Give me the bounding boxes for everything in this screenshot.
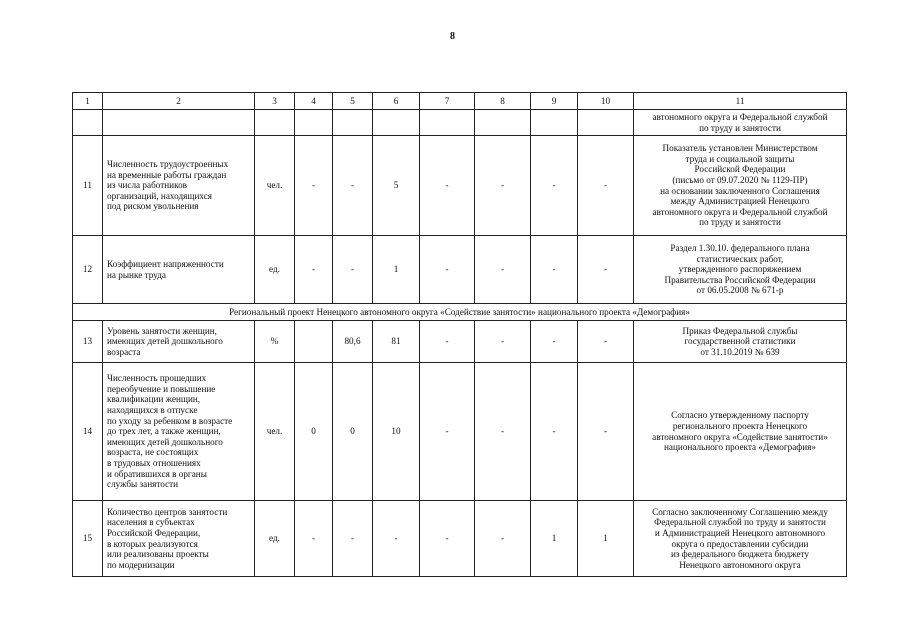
value-cell: 80,6 [333, 321, 373, 363]
value-cell: 10 [373, 363, 420, 501]
value-cell: 0 [333, 363, 373, 501]
source-note: Раздел 1.30.10. федерального плана статистических работ, утвержденного распоряжением Правительства Российской Федерации от 06.05.2008 № 671-р [634, 236, 847, 304]
value-cell: - [475, 236, 531, 304]
value-cell: - [333, 501, 373, 577]
row-number: 13 [73, 321, 103, 363]
value-cell: - [531, 136, 578, 236]
header-cell: 2 [103, 93, 255, 110]
row-number: 14 [73, 363, 103, 501]
header-cell: 9 [531, 93, 578, 110]
value-cell: - [531, 236, 578, 304]
value-cell: - [475, 501, 531, 577]
value-cell: - [373, 501, 420, 577]
table-header-row [73, 93, 847, 110]
source-note: Показатель установлен Министерством труда и социальной защиты Российской Федерации (письмо от 09.07.2020 № 1129-ПР) на основании заключенного Соглашения между Администрацией Ненецкого автономного округа и Федеральной службой по труду и занятости [634, 136, 847, 236]
value-cell: - [475, 321, 531, 363]
value-cell: - [475, 363, 531, 501]
value-cell: - [420, 236, 475, 304]
source-note: автономного округа и Федеральной службой по труду и занятости [634, 110, 847, 136]
section-row [73, 304, 847, 321]
value-cell: - [578, 363, 634, 501]
value-cell [295, 110, 333, 136]
unit-cell: ед. [255, 236, 295, 304]
value-cell: 1 [578, 501, 634, 577]
header-cell: 5 [333, 93, 373, 110]
value-cell [333, 110, 373, 136]
value-cell: 5 [373, 136, 420, 236]
value-cell [373, 110, 420, 136]
source-note: Приказ Федеральной службы государственной статистики от 31.10.2019 № 639 [634, 321, 847, 363]
value-cell [295, 321, 333, 363]
unit-cell: % [255, 321, 295, 363]
indicator-name: Численность прошедших переобучение и повышение квалификации женщин, находящихся в отпуске по уходу за ребенком в возрасте до трех лет, а также женщин, имеющих детей дошкольного возраста, не состоящих в трудовых отношениях и обратившихся в органы службы занятости [103, 363, 255, 501]
value-cell: - [295, 236, 333, 304]
indicator-name: Численность трудоустроенных на временные работы граждан из числа работников организаций, находящихся под риском увольнения [103, 136, 255, 236]
section-title: Региональный проект Ненецкого автономного округа «Содействие занятости» национального проекта «Демография» [73, 304, 847, 321]
table-row [73, 136, 847, 236]
value-cell: - [578, 136, 634, 236]
value-cell: - [578, 236, 634, 304]
header-cell: 7 [420, 93, 475, 110]
table-row [73, 110, 847, 136]
unit-cell: чел. [255, 363, 295, 501]
value-cell: - [475, 136, 531, 236]
indicators-table [72, 92, 847, 577]
page-number: 8 [450, 31, 455, 42]
header-cell: 3 [255, 93, 295, 110]
value-cell: - [420, 363, 475, 501]
header-cell: 6 [373, 93, 420, 110]
indicator-name: Уровень занятости женщин, имеющих детей дошкольного возраста [103, 321, 255, 363]
value-cell: - [420, 136, 475, 236]
value-cell: - [531, 363, 578, 501]
row-number [73, 110, 103, 136]
value-cell: - [578, 321, 634, 363]
value-cell [578, 110, 634, 136]
row-number: 11 [73, 136, 103, 236]
header-cell: 10 [578, 93, 634, 110]
indicator-name [103, 110, 255, 136]
indicator-name: Коэффициент напряженности на рынке труда [103, 236, 255, 304]
value-cell: - [420, 321, 475, 363]
indicator-name: Количество центров занятости населения в субъектах Российской Федерации, в которых реализуются или реализованы проекты по модернизации [103, 501, 255, 577]
value-cell: - [420, 501, 475, 577]
unit-cell [255, 110, 295, 136]
value-cell: - [295, 501, 333, 577]
value-cell: - [333, 136, 373, 236]
table-row [73, 363, 847, 501]
source-note: Согласно утвержденному паспорту регионального проекта Ненецкого автономного округа «Содействие занятости» национального проекта «Демография» [634, 363, 847, 501]
table-row [73, 236, 847, 304]
value-cell [420, 110, 475, 136]
value-cell [475, 110, 531, 136]
table-row [73, 501, 847, 577]
value-cell: - [531, 321, 578, 363]
header-cell: 4 [295, 93, 333, 110]
value-cell [531, 110, 578, 136]
table-row [73, 321, 847, 363]
source-note: Согласно заключенному Соглашению между Федеральной службой по труду и занятости и Администрацией Ненецкого автономного округа о предоставлении субсидии из федерального бюджета бюджету Ненецкого автономного округа [634, 501, 847, 577]
header-cell: 1 [73, 93, 103, 110]
unit-cell: чел. [255, 136, 295, 236]
unit-cell: ед. [255, 501, 295, 577]
header-cell: 11 [634, 93, 847, 110]
header-cell: 8 [475, 93, 531, 110]
value-cell: 1 [373, 236, 420, 304]
row-number: 12 [73, 236, 103, 304]
value-cell: 81 [373, 321, 420, 363]
row-number: 15 [73, 501, 103, 577]
value-cell: - [333, 236, 373, 304]
value-cell: 1 [531, 501, 578, 577]
value-cell: - [295, 136, 333, 236]
value-cell: 0 [295, 363, 333, 501]
